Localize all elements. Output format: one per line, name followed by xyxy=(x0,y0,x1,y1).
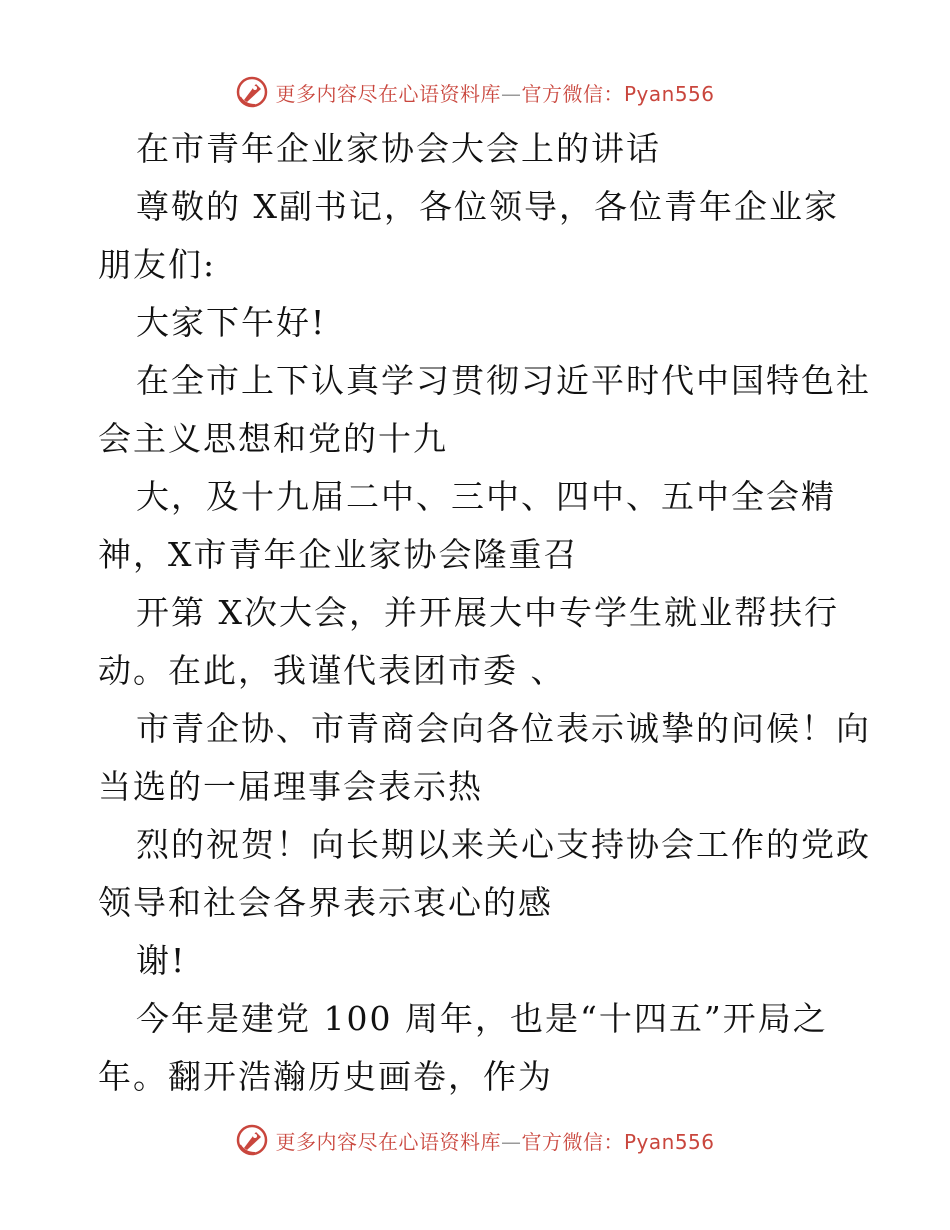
banner-brand-text: 更多内容尽在心语资料库 xyxy=(275,1129,501,1154)
banner-separator: — xyxy=(500,1129,522,1154)
banner-brand-text: 更多内容尽在心语资料库 xyxy=(275,81,501,106)
text-line: 年。翻开浩瀚历史画卷，作为 xyxy=(98,1057,553,1096)
document-body xyxy=(98,120,871,1106)
text-line: 领导和社会各界表示衷心的感 xyxy=(98,883,553,922)
text-line: 当选的一届理事会表示热 xyxy=(98,767,483,806)
banner-text xyxy=(275,1126,714,1155)
text-line: 大，及十九届二中、三中、四中、五中全会精 xyxy=(136,477,836,516)
banner-separator: — xyxy=(500,81,522,106)
banner-wechat-id: Pyan556 xyxy=(623,1129,715,1154)
banner-text xyxy=(275,78,714,107)
text-line: 会主义思想和党的十九 xyxy=(98,419,448,458)
text-line: 朋友们: xyxy=(98,245,217,284)
text-line: 大家下午好! xyxy=(136,303,327,342)
banner-wechat-label: 官方微信： xyxy=(521,81,624,106)
text-line: 市青企协、市青商会向各位表示诚挚的问候！向 xyxy=(136,709,871,748)
banner-wechat-label: 官方微信： xyxy=(521,1129,624,1154)
text-line: 烈的祝贺！向长期以来关心支持协会工作的党政 xyxy=(136,825,871,864)
text-line: 动。在此，我谨代表团市委 、 xyxy=(98,651,566,690)
document-title: 在市青年企业家协会大会上的讲话 xyxy=(136,129,661,168)
text-line: 开第 X次大会，并开展大中专学生就业帮扶行 xyxy=(136,593,839,632)
text-line: 谢! xyxy=(136,941,187,980)
banner-wechat-id: Pyan556 xyxy=(623,81,715,106)
text-line: 今年是建党 100 周年，也是“十四五”开局之 xyxy=(136,999,828,1038)
header-banner xyxy=(0,72,950,112)
text-line: 在全市上下认真学习贯彻习近平时代中国特色社 xyxy=(136,361,871,400)
text-line: 神，X市青年企业家协会隆重召 xyxy=(98,535,579,574)
footer-banner xyxy=(0,1120,950,1160)
text-line: 尊敬的 X副书记，各位领导，各位青年企业家 xyxy=(136,187,839,226)
pen-nib-logo-icon xyxy=(235,75,269,109)
pen-nib-logo-icon xyxy=(235,1123,269,1157)
